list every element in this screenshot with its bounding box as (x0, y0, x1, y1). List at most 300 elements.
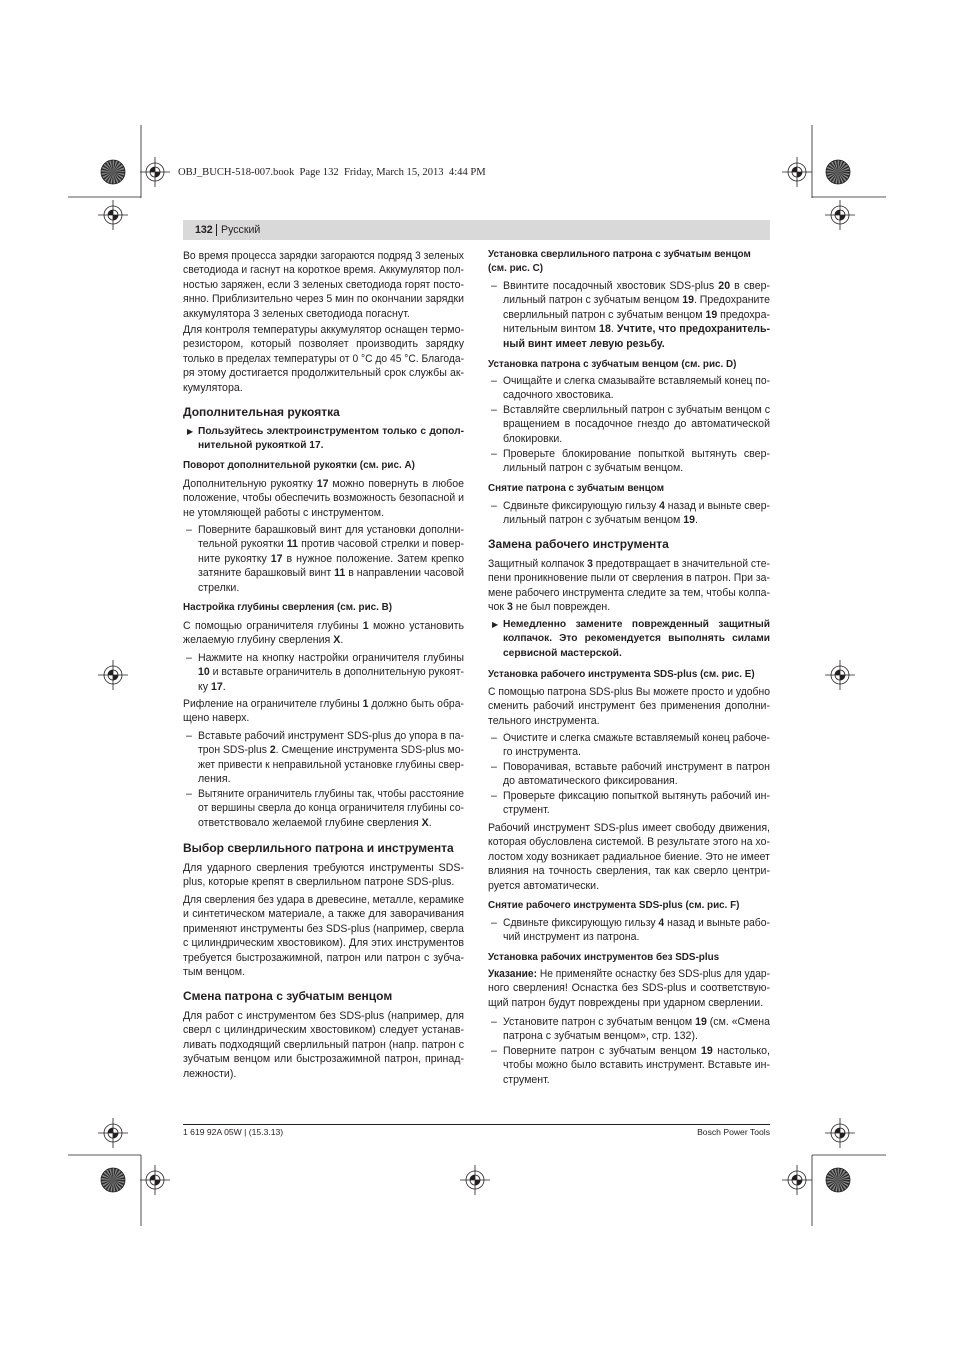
paragraph (488, 821, 770, 893)
text-line (183, 352, 464, 366)
text-line-content: садочного хвостовика. (503, 389, 614, 402)
text-line-content: вращением в посадочное гнездо до автоматической (503, 418, 770, 431)
text-line-content: руется автоматически. (488, 879, 600, 892)
registration-mark (782, 1165, 812, 1195)
registration-mark (98, 1118, 128, 1148)
text-line-content: го инструмента. (503, 746, 581, 759)
registration-mark (825, 1118, 855, 1148)
text-line-content: пени проникновение пыли от сверления в патрон. При за- (488, 572, 770, 585)
text-line-content: стрелки. (198, 581, 240, 594)
text-line-content: ления. (198, 773, 231, 786)
text-line-content: сервисной мастерской. (503, 647, 622, 659)
color-target-ring (101, 1168, 125, 1192)
registration-quarter (835, 670, 840, 675)
text-line (198, 439, 464, 453)
text-line-content: Поворачивая, вставьте рабочий инструмент в патрон (503, 760, 770, 773)
text-line (198, 425, 464, 439)
text-line-content: щий патрон будут повреждены при ударном сверлении. (488, 996, 764, 1009)
text-line-content: Настройка глубины сверления (см. рис. B) (183, 601, 393, 613)
text-line (503, 1015, 770, 1029)
text-line (183, 1009, 464, 1023)
bold-reference: 20 (718, 279, 731, 292)
registration-quarter (113, 1133, 118, 1138)
text-line (198, 566, 464, 580)
paragraph (488, 685, 770, 728)
color-target (101, 160, 125, 184)
text-line (503, 337, 770, 351)
registration-quarter (475, 1180, 480, 1185)
paragraph (488, 967, 770, 1010)
text-line (503, 388, 770, 402)
text-line-content: мене рабочего инструмента следите за тем, чтобы колпа- (488, 586, 770, 599)
dash-bullet: – (491, 1015, 497, 1028)
text-line-content: только в пределах температуры от 0 °C до 45 °C. Благода- (183, 352, 465, 365)
text-line-content: тельной рукоятки 11 против часовой стрелки и повер- (198, 538, 464, 551)
registration-ring (788, 163, 806, 181)
bold-reference: 1 (362, 619, 369, 632)
bold-reference: 19 (695, 1015, 707, 1028)
text-line (183, 366, 464, 380)
text-line (488, 996, 770, 1010)
bold-reference: 3 (587, 557, 593, 570)
dash-list-item (183, 729, 464, 787)
text-line-content: струмент. (503, 1073, 550, 1086)
text-line-content: ответствовало желаемой глубине сверления X. (198, 816, 432, 829)
text-line-content: тым венцом. (183, 965, 246, 978)
subsection-heading (183, 601, 464, 615)
dash-list-item (488, 916, 770, 945)
dash-bullet: – (491, 403, 497, 416)
text-line-content: ностью заряжен, если 3 зеленых светодиода горят посто- (183, 278, 465, 291)
text-line (198, 758, 464, 772)
bold-reference: 19 (682, 294, 694, 307)
color-target-ring (101, 160, 125, 184)
registration-quarter (113, 215, 118, 220)
text-line (488, 714, 770, 728)
registration-quarter (840, 1133, 845, 1138)
registration-mark (140, 1165, 170, 1195)
text-line-content: Вставляйте сверлильный патрон с зубчатым венцом с (503, 403, 771, 416)
dash-bullet: – (186, 651, 192, 664)
text-line (503, 513, 770, 527)
registration-quarter (108, 1128, 113, 1133)
text-line-content: Рифление на ограничителе глубины 1 должно быть обра- (183, 697, 465, 710)
registration-ring (108, 210, 118, 220)
text-line-content: ного сверления! Оснастка без SDS-plus и соответствую- (488, 982, 770, 995)
text-line-content: жет привести к неправильной установке глубины свер- (198, 758, 464, 771)
registration-ring (146, 163, 164, 181)
dash-list-item (488, 403, 770, 446)
text-line (503, 647, 770, 661)
color-target-fill (826, 160, 850, 184)
paragraph (183, 249, 464, 321)
text-line-content: Сдвиньте фиксирующую гильзу 4 назад и выньте рабо- (503, 916, 770, 929)
text-line-content: струмент. (503, 804, 550, 817)
text-line (198, 581, 464, 595)
bold-reference: 4 (658, 916, 665, 929)
section-heading (488, 537, 770, 551)
text-line (198, 537, 464, 551)
text-line (183, 337, 464, 351)
footer-brand: Bosch Power Tools (697, 1127, 770, 1137)
paragraph (183, 1009, 464, 1081)
dash-bullet: – (186, 729, 192, 742)
text-line-content: лильный патрон с зубчатым венцом 19. (503, 514, 698, 527)
text-line (183, 711, 464, 725)
text-line (503, 618, 770, 632)
text-line-content: влияния на точность сверления, так как сверло центри- (488, 865, 770, 878)
registration-quarter (797, 1180, 802, 1185)
registration-quarter (840, 675, 845, 680)
text-line-content: Очищайте и слегка смазывайте вставляемый конец по- (503, 374, 771, 387)
dash-list-item (183, 651, 464, 694)
text-line (488, 951, 770, 965)
dash-bullet: – (491, 789, 497, 802)
text-line-content: резистором, который позволяет производить зарядку (183, 338, 464, 351)
text-line-content: лежности). (183, 1067, 237, 1080)
text-line (488, 358, 770, 372)
text-line-content: применяют инструменты без SDS-plus (например, сверла (183, 922, 464, 935)
page-header-bar (183, 220, 770, 240)
text-line-content: не утомляющей работы с инструментом. (183, 506, 385, 519)
text-line (198, 523, 464, 537)
text-line-content: зубчатым венцом или быстрозажимной патрон, принад- (183, 1053, 464, 1066)
text-line-content: патрона с зубчатым венцом», стр. 132). (503, 1030, 698, 1043)
text-line-content: требуется быстрозажимной, патрон или патрон с зубча- (183, 951, 464, 964)
bold-reference: 17 (316, 477, 329, 490)
subsection-heading (183, 459, 464, 473)
dash-bullet: – (491, 760, 497, 773)
text-line (198, 665, 464, 679)
bold-reference: 11 (334, 567, 346, 580)
color-target-fill (101, 160, 125, 184)
text-line-content: Для работ с инструментом без SDS-plus (например, для (183, 1009, 464, 1022)
paragraph (183, 697, 464, 726)
text-line (183, 861, 464, 875)
text-line-content: Смена патрона с зубчатым венцом (183, 988, 393, 1003)
color-target-rays (107, 166, 119, 178)
text-line-content: Ввинтите посадочный хвостовик SDS-plus 20 в свер- (503, 279, 771, 292)
text-line (488, 248, 770, 262)
bold-reference: Указание: (488, 967, 537, 980)
text-line-content: сменить рабочий инструмент без применения дополни- (488, 700, 770, 713)
text-line (198, 651, 464, 665)
dash-bullet: – (186, 787, 192, 800)
text-line-content: ните рукоятку 17 в нужное положение. Затем крепко (198, 552, 464, 565)
dash-list-item (183, 787, 464, 830)
registration-ring (150, 1175, 160, 1185)
subsection-heading (488, 668, 770, 682)
text-line-content: ливать подходящий сверлильный патрон (напр. патрон с (183, 1038, 464, 1051)
text-line (503, 930, 770, 944)
text-line-content: которая обусловлена системой. В результате этого на хо- (488, 836, 771, 849)
text-line (198, 801, 464, 815)
text-line (183, 1067, 464, 1081)
registration-ring (788, 1171, 806, 1189)
dash-list-item (488, 731, 770, 760)
paragraph (183, 323, 464, 395)
text-line-content: 10 и вставьте ограничитель в дополнительную рукоят- (198, 666, 465, 679)
text-line (183, 875, 464, 889)
text-line (183, 633, 464, 647)
registration-ring (470, 1175, 480, 1185)
registration-quarter (108, 210, 113, 215)
text-line-content: Дополнительная рукоятка (183, 404, 340, 419)
subsection-heading (488, 899, 770, 913)
text-line (183, 601, 464, 615)
text-line-content: Указание: Не применяйте оснастку без SDS-plus для удар- (488, 967, 770, 980)
text-line-content: тельного инструмента. (488, 714, 600, 727)
dash-bullet: – (491, 499, 497, 512)
text-line-content: щено наверх. (183, 712, 250, 725)
text-line-content: Защитный колпачок 3 предотвращает в значительной сте- (488, 557, 770, 570)
text-line-content: лостом ходу возникает радиальное биение. Это не имеет (488, 850, 770, 863)
warning-arrow-icon: ▶ (187, 426, 194, 436)
text-line-content: Во время процесса зарядки загораются подряд 3 зеленых (183, 249, 464, 262)
color-target-rays (832, 166, 844, 178)
bold-reference: 4 (659, 499, 665, 512)
registration-quarter (155, 1180, 160, 1185)
registration-ring (466, 1171, 484, 1189)
paragraph (183, 619, 464, 648)
dash-list-item (488, 1015, 770, 1044)
text-line (503, 760, 770, 774)
color-target (101, 1168, 125, 1192)
text-line-content: С помощью ограничителя глубины 1 можно установить (183, 619, 464, 632)
subsection-heading (488, 482, 770, 496)
paragraph (183, 477, 464, 520)
text-line (488, 600, 770, 614)
text-line (183, 619, 464, 633)
text-line (198, 729, 464, 743)
registration-quarter (835, 210, 840, 215)
registration-ring (108, 1128, 118, 1138)
bold-reference: ный винт имеет левую резьбу. (503, 337, 665, 350)
text-line-content: светодиода и гаснут на короткое время. Аккумулятор пол- (183, 264, 465, 277)
registration-mark (782, 157, 812, 187)
safety-warning (488, 618, 770, 661)
text-line-content: Нажмите на кнопку настройки ограничителя глубины (198, 651, 464, 664)
text-line (488, 537, 770, 551)
text-line-content: от вершины сверла до конца ограничителя глубины со- (198, 802, 464, 815)
text-line (183, 907, 464, 921)
text-line (198, 552, 464, 566)
text-line (503, 803, 770, 817)
registration-quarter (835, 1128, 840, 1133)
text-line (488, 571, 770, 585)
bold-reference: Учтите, что предохранитель- (616, 323, 771, 336)
text-line (503, 916, 770, 930)
registration-ring (150, 167, 160, 177)
text-line (503, 461, 770, 475)
registration-quarter (155, 172, 160, 177)
language-label: Русский (216, 224, 260, 236)
dash-bullet: – (491, 731, 497, 744)
text-line (503, 774, 770, 788)
text-line (488, 557, 770, 571)
text-line-content: ку 17. (198, 680, 226, 693)
text-line (503, 499, 770, 513)
text-line-content: Для сверления без удара в древесине, металле, керамике (183, 893, 465, 906)
text-line-content: лильный патрон с зубчатым венцом 19. Предохраните (503, 294, 771, 307)
text-line-content: Установка рабочего инструмента SDS-plus (см. рис. E) (488, 668, 755, 680)
dash-list-item (488, 279, 770, 351)
registration-mark (98, 660, 128, 690)
text-line-content: чок 3 не был поврежден. (488, 601, 611, 614)
text-line (183, 936, 464, 950)
bold-reference: X (421, 816, 429, 829)
text-line (488, 685, 770, 699)
print-slug: OBJ_BUCH-518-007.book Page 132 Friday, March 15, 2013 4:44 PM (178, 167, 486, 178)
text-line (488, 821, 770, 835)
bold-reference: 10 (198, 666, 210, 679)
text-line (183, 323, 464, 337)
color-target (826, 160, 850, 184)
color-target-fill (101, 1168, 125, 1192)
text-line (488, 967, 770, 981)
dash-list-item (183, 523, 464, 595)
text-line-content: Для контроля температуры аккумулятор оснащен термо- (183, 323, 464, 336)
text-line-content: желаемую глубину сверления X. (183, 634, 344, 647)
text-line (503, 403, 770, 417)
text-line-content: Установка патрона с зубчатым венцом (см. рис. D) (488, 358, 737, 370)
text-line-content: с цилиндрическим хвостовиком). Для этих инструментов (183, 937, 464, 950)
text-line-content (503, 337, 665, 351)
text-line (198, 772, 464, 786)
text-line (183, 491, 464, 505)
text-line-content: Очистите и слегка смажьте вставляемый конец рабоче- (503, 731, 770, 744)
registration-quarter (150, 1175, 155, 1180)
text-line-content: Проверьте фиксацию попыткой вытянуть рабочий ин- (503, 789, 770, 802)
text-line (183, 841, 464, 855)
color-target-rays (107, 1174, 119, 1186)
text-line-content: Вытяните ограничитель глубины так, чтобы расстояние (198, 787, 465, 800)
paragraph (183, 861, 464, 890)
text-line (503, 1058, 770, 1072)
text-line (183, 249, 464, 263)
color-target-fill (826, 1168, 850, 1192)
text-line-content: Установите патрон с зубчатым венцом 19 (см. «Смена (503, 1015, 770, 1028)
text-line (488, 864, 770, 878)
text-line-content: Установка сверлильного патрона с зубчатым венцом (488, 248, 751, 260)
text-line-content: Дополнительную рукоятку 17 можно повернуть в любое (183, 477, 465, 490)
registration-mark (98, 200, 128, 230)
bold-reference: X (333, 634, 341, 647)
dash-list-item (488, 447, 770, 476)
text-line (198, 816, 464, 830)
color-target-ring (826, 160, 850, 184)
text-line-content: аккумулятора 3 зеленых светодиода погаснут. (183, 307, 410, 320)
bold-reference: 11 (286, 538, 298, 551)
registration-quarter (797, 172, 802, 177)
registration-ring (792, 1175, 802, 1185)
text-line-content: Поверните патрон с зубчатым венцом 19 настолько, (503, 1044, 770, 1057)
text-line (183, 893, 464, 907)
text-line (198, 743, 464, 757)
text-line (503, 632, 770, 646)
bold-reference: 17 (270, 552, 283, 565)
registration-ring (792, 167, 802, 177)
text-line (198, 787, 464, 801)
registration-quarter (792, 167, 797, 172)
bold-reference: 19 (700, 1044, 713, 1057)
text-line (488, 879, 770, 893)
text-line-content: Пользуйтесь электроинструментом только с допол- (198, 425, 464, 437)
text-line (503, 1044, 770, 1058)
text-line (183, 506, 464, 520)
registration-ring (831, 666, 849, 684)
text-line-content: янно. Приблизительно через 5 мин по окончании зарядки (183, 293, 465, 306)
text-line (488, 262, 770, 276)
registration-ring (835, 210, 845, 220)
text-line-content: трон SDS-plus 2. Смещение инструмента SDS-plus мо- (198, 744, 465, 757)
text-line-content: Сдвиньте фиксирующую гильзу 4 назад и выньте свер- (503, 499, 770, 512)
text-line (503, 745, 770, 759)
paragraph (488, 557, 770, 615)
text-line (503, 417, 770, 431)
footer-doc-code: 1 619 92A 05W | (15.3.13) (183, 1127, 284, 1137)
text-line (183, 697, 464, 711)
text-line-content: чтобы можно было вставить инструмент. Вставьте ин- (503, 1059, 770, 1072)
text-line (503, 1073, 770, 1087)
text-line-content: нительным винтом 18. Учтите, что предохранитель- (503, 323, 771, 336)
text-line-content: до автоматического фиксирования. (503, 775, 678, 788)
registration-mark (825, 200, 855, 230)
registration-quarter (470, 1175, 475, 1180)
text-line-content: ря этому достигается продолжительный срок службы ак- (183, 367, 464, 380)
dash-list-item (488, 1044, 770, 1087)
text-line-content: Поворот дополнительной рукоятки (см. рис. A) (183, 459, 415, 471)
text-line (488, 835, 770, 849)
section-heading (183, 989, 464, 1003)
registration-mark (460, 1165, 490, 1195)
text-line (503, 789, 770, 803)
registration-mark (825, 660, 855, 690)
registration-quarter (150, 167, 155, 172)
registration-quarter (113, 675, 118, 680)
text-line (183, 292, 464, 306)
text-line (183, 381, 464, 395)
text-line (503, 322, 770, 336)
text-line (183, 307, 464, 321)
text-line (183, 965, 464, 979)
text-line-content: Замена рабочего инструмента (488, 536, 669, 551)
section-heading (183, 405, 464, 419)
registration-mark (140, 157, 170, 187)
text-line (503, 308, 770, 322)
text-line (183, 1038, 464, 1052)
bold-reference: 19 (683, 514, 696, 527)
text-line-content: С помощью патрона SDS-plus Вы можете просто и удобно (488, 685, 771, 698)
text-line (183, 405, 464, 419)
bold-reference: 17 (211, 680, 223, 693)
text-line-content: кумулятора. (183, 381, 243, 394)
dash-list-item (488, 374, 770, 403)
page-number: 132 (195, 224, 213, 236)
bold-reference: 18 (599, 323, 611, 336)
text-line-content: (см. рис. C) (488, 263, 544, 275)
bold-reference: 3 (507, 601, 513, 614)
text-line (503, 1029, 770, 1043)
bold-reference: 1 (362, 697, 369, 710)
text-line (183, 951, 464, 965)
text-line (183, 989, 464, 1003)
text-line-content: Рабочий инструмент SDS-plus имеет свободу движения, (488, 821, 770, 834)
registration-ring (146, 1171, 164, 1189)
text-line (488, 981, 770, 995)
bold-reference: 2 (269, 744, 276, 757)
subsection-heading (488, 248, 770, 277)
